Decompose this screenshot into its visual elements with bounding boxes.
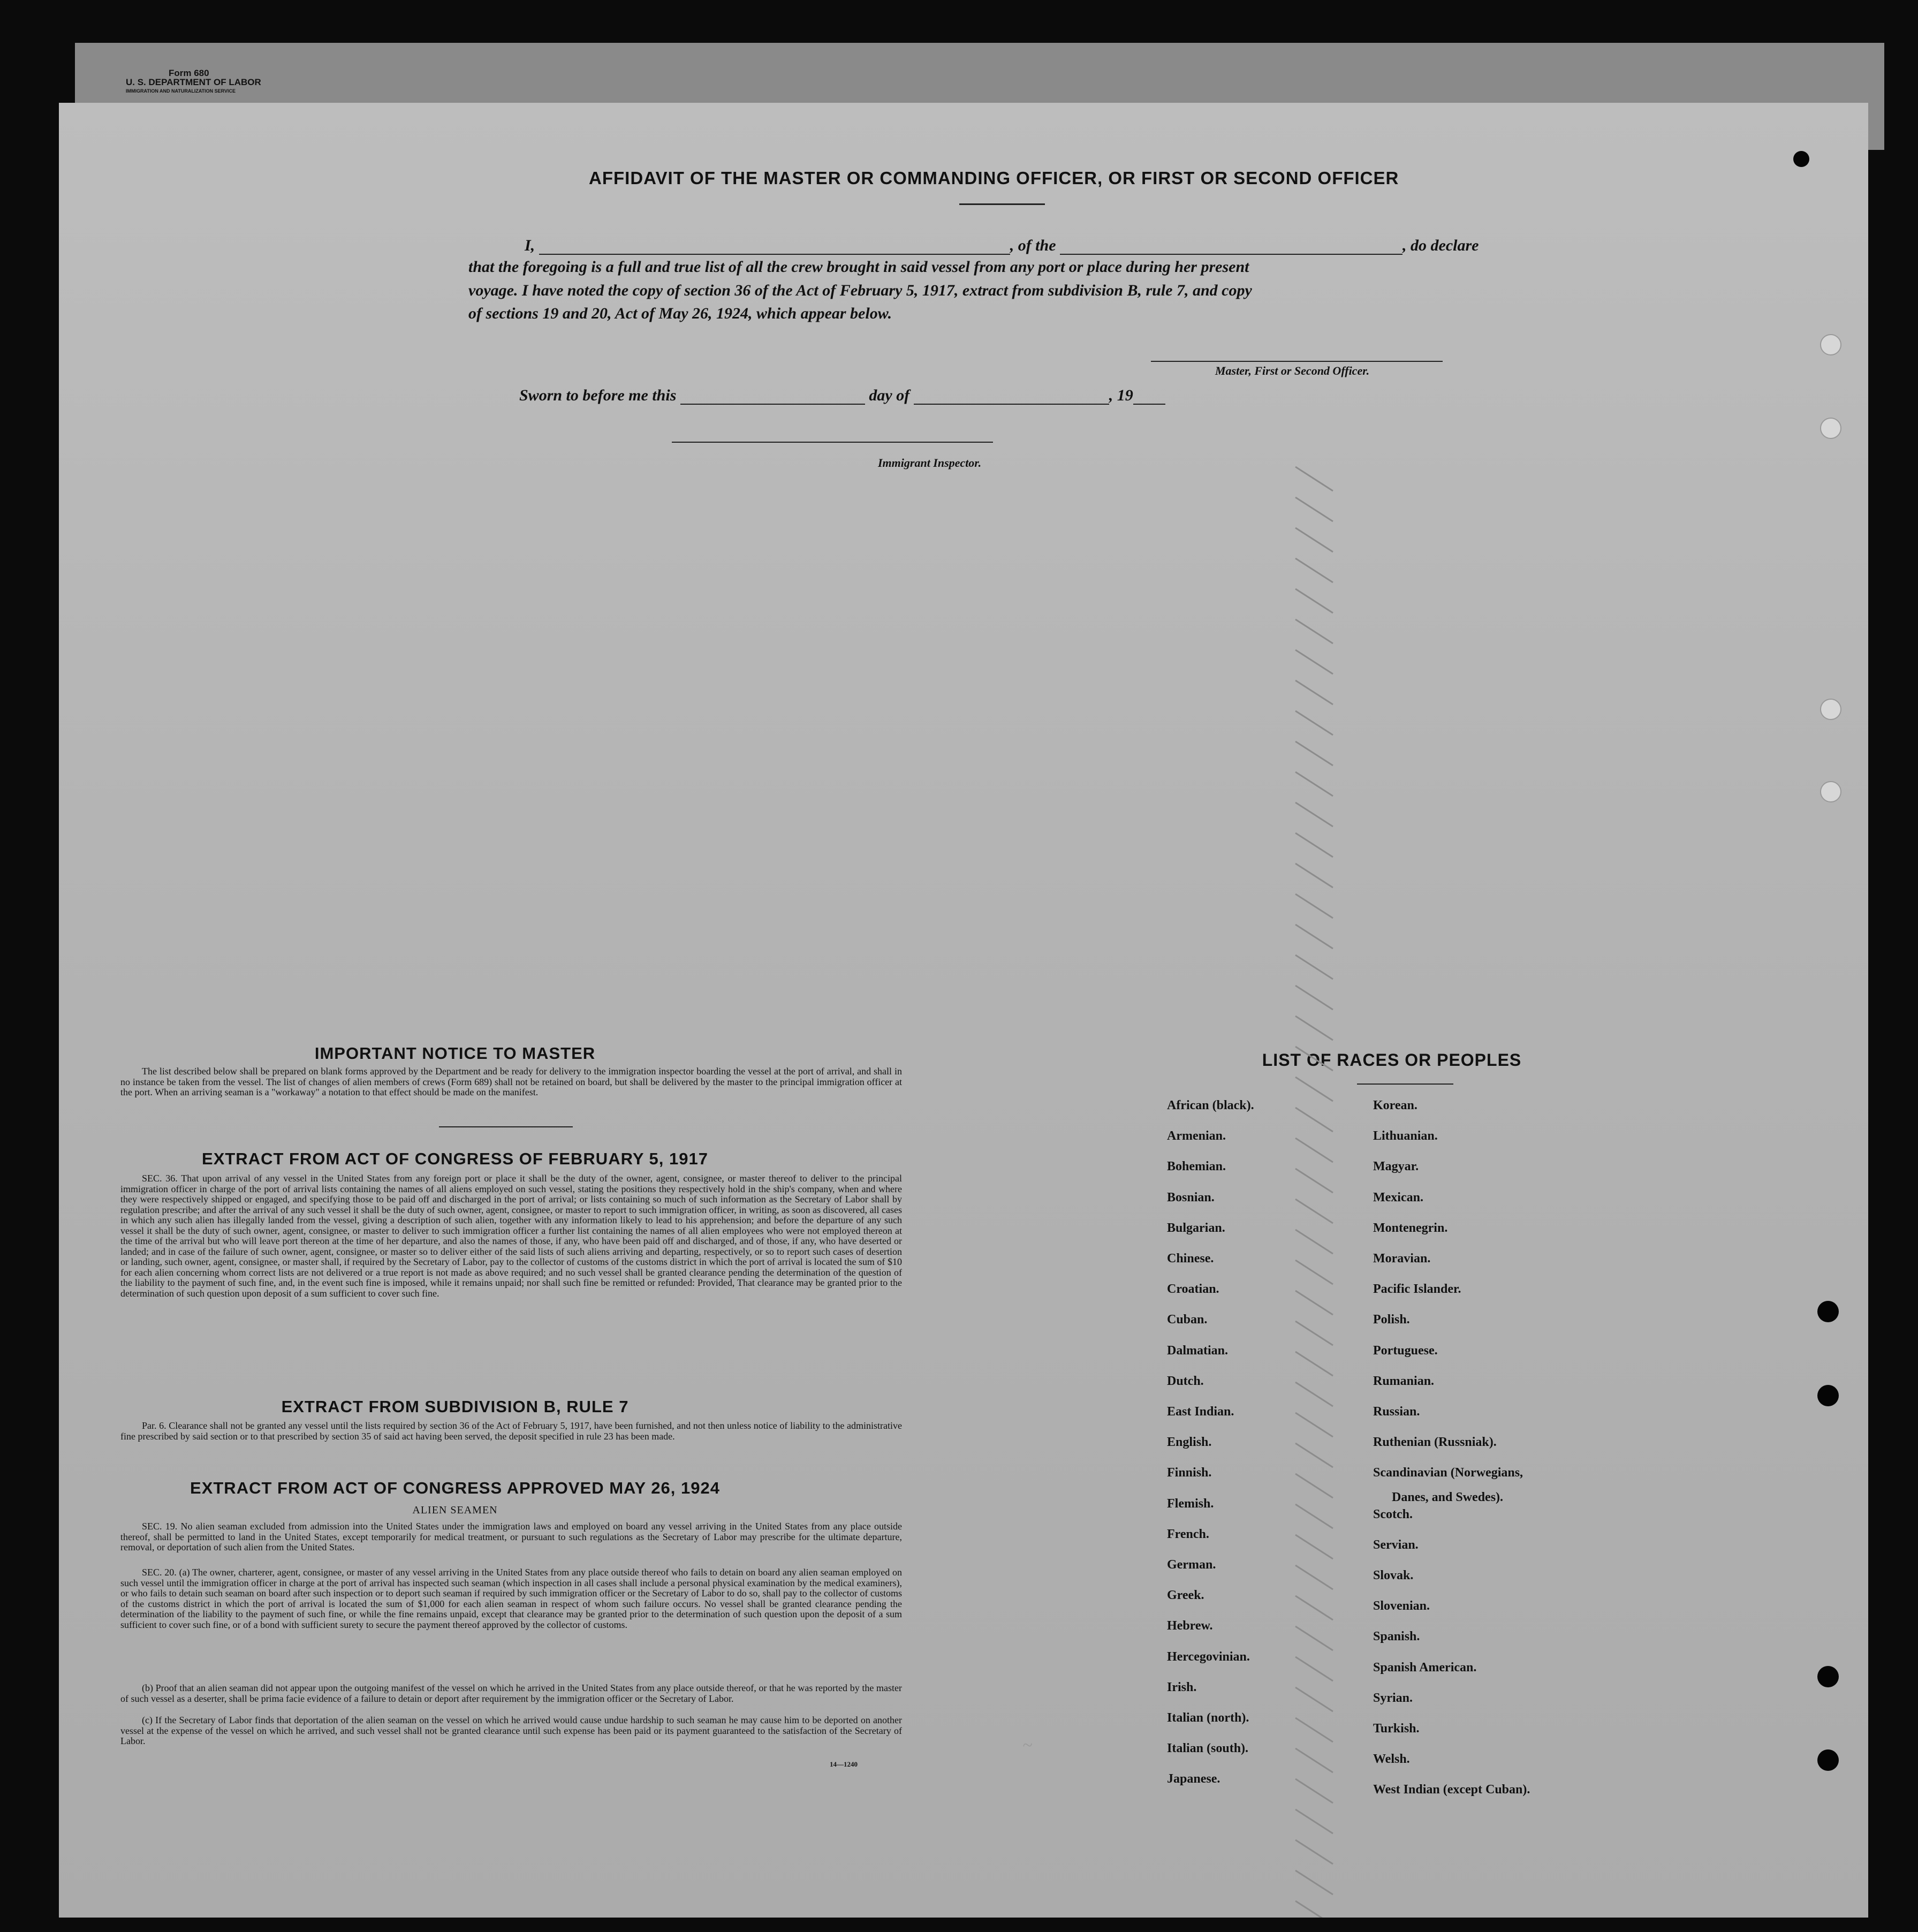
tick-mark xyxy=(1295,772,1333,796)
race-item: Croatian. xyxy=(1167,1282,1219,1297)
race-item: Slovak. xyxy=(1373,1569,1414,1583)
tick-mark xyxy=(1295,925,1333,949)
tick-mark xyxy=(1295,1169,1333,1193)
tick-mark xyxy=(1295,1321,1333,1345)
extract-1924-heading: EXTRACT FROM ACT OF CONGRESS APPROVED MAY 26, 1924 xyxy=(190,1479,720,1497)
print-code: 14—1240 xyxy=(830,1760,858,1768)
ink-blot xyxy=(1793,151,1809,167)
race-item: Spanish. xyxy=(1373,1630,1420,1644)
tick-mark xyxy=(1295,955,1333,979)
tick-mark xyxy=(1295,558,1333,582)
tick-mark xyxy=(1295,1687,1333,1711)
tick-mark xyxy=(1295,1718,1333,1742)
alien-seamen-subheading: ALIEN SEAMEN xyxy=(412,1504,498,1516)
binder-hole xyxy=(1820,418,1841,439)
title-rule xyxy=(959,203,1045,205)
race-item: Cuban. xyxy=(1167,1313,1208,1327)
race-item: Montenegrin. xyxy=(1373,1221,1448,1235)
declarant-name-field[interactable] xyxy=(539,254,1010,255)
affidavit-line-4: of sections 19 and 20, Act of May 26, 1924, which appear below. xyxy=(468,305,892,322)
tick-mark xyxy=(1295,833,1333,857)
tick-mark xyxy=(1295,1596,1333,1620)
tick-mark xyxy=(1295,1901,1333,1918)
tick-mark xyxy=(1295,1260,1333,1284)
section-19-text: SEC. 19. No alien seaman excluded from admission into the United States under the immigration laws and employed on board any vessel arriving in the United States from any place outside thereof, shall be permitted to land in the United States, except temporarily for medical treatment, or pursuant to such regulations as the Secretary of Labor may prescribe for the ultimate departure, removal, or deportation of such alien from the United States. xyxy=(120,1521,902,1552)
race-item: Scandinavian (Norwegians, xyxy=(1373,1466,1523,1480)
race-item: Moravian. xyxy=(1373,1252,1431,1266)
tick-mark xyxy=(1295,1565,1333,1589)
notice-heading: IMPORTANT NOTICE TO MASTER xyxy=(314,1044,596,1063)
race-item: Korean. xyxy=(1373,1098,1417,1112)
underlying-form-header xyxy=(126,69,261,96)
sworn-label: Sworn to before me this xyxy=(519,387,677,404)
tick-mark xyxy=(1295,1077,1333,1101)
race-item: Turkish. xyxy=(1373,1722,1420,1736)
race-item: Japanese. xyxy=(1167,1772,1220,1786)
affidavit-title: AFFIDAVIT OF THE MASTER OR COMMANDING OFFICER, OR FIRST OR SECOND OFFICER xyxy=(589,168,1399,188)
race-item: Irish. xyxy=(1167,1680,1197,1694)
affidavit-line-2: that the foregoing is a full and true list of all the crew brought in said vessel from any port or place during her present xyxy=(468,258,1249,276)
tick-mark xyxy=(1295,711,1333,735)
tick-mark xyxy=(1295,1016,1333,1040)
tick-mark xyxy=(1295,986,1333,1010)
tick-mark xyxy=(1295,1748,1333,1772)
binder-hole xyxy=(1820,699,1841,720)
race-item: African (black). xyxy=(1167,1098,1254,1112)
race-item: Rumanian. xyxy=(1373,1374,1435,1388)
tick-mark xyxy=(1295,650,1333,674)
race-item: Italian (north). xyxy=(1167,1711,1249,1725)
vessel-name-field[interactable] xyxy=(1060,254,1403,255)
race-item: Russian. xyxy=(1373,1405,1420,1419)
tick-mark xyxy=(1295,1504,1333,1528)
race-item: French. xyxy=(1167,1527,1209,1541)
binder-hole xyxy=(1820,781,1841,802)
section-20a-text: SEC. 20. (a) The owner, charterer, agent, consignee, or master of any vessel arriving in the United States from any place outside thereof who fails to detain on board any alien seaman employed on such vessel until the immigration officer in charge at the port of arrival has inspected such seaman (which inspection in all cases shall include a personal physical examination by the medical examiners), or who fails to detain such seaman on board after such inspection or to deport such seaman if required by such immigration officer or the Secretary of Labor to do so, shall pay to the collector of customs of the customs district in which the port of arrival is located the sum of $1,000 for each alien seaman in respect of whom such failure occurs. No vessel shall be granted clearance pending the determination of the liability to the payment of such fine, or while the fine remains unpaid, except that clearance may be granted prior to the determination of such question upon the deposit of a sum sufficient to cover such fine, or of a bond with sufficient surety to secure the payment thereof approved by the collector of customs. xyxy=(120,1567,902,1630)
binder-hole xyxy=(1817,1749,1839,1771)
tick-mark xyxy=(1295,467,1333,491)
race-item: Danes, and Swedes). xyxy=(1392,1490,1504,1505)
form-number: Form 680 xyxy=(169,68,209,78)
tick-mark xyxy=(1295,863,1333,888)
department-name: U. S. DEPARTMENT OF LABOR xyxy=(126,77,261,87)
sworn-day-field[interactable] xyxy=(680,404,865,405)
notice-body: The list described below shall be prepared on blank forms approved by the Department and be ready for delivery to the immigration inspector boarding the vessel at the port of arrival, and shall in no instance be taken from the vessel. The list of changes of alien members of crews (Form 689) shall not be retained on board, but shall be delivered by the master to the principal immigration officer at the port. When an arriving seaman is a "workaway" a notation to that effect should be made on the manifest. xyxy=(120,1066,902,1097)
race-item: Armenian. xyxy=(1167,1129,1226,1143)
race-item: English. xyxy=(1167,1435,1212,1450)
sworn-month-field[interactable] xyxy=(914,404,1109,405)
master-signature-caption: Master, First or Second Officer. xyxy=(1215,364,1370,377)
affidavit-line-1 xyxy=(468,237,1539,255)
tick-mark xyxy=(1295,894,1333,918)
tick-mark xyxy=(1295,1382,1333,1406)
binder-hole xyxy=(1817,1301,1839,1322)
extract-1917-heading: EXTRACT FROM ACT OF CONGRESS OF FEBRUARY 5, 1917 xyxy=(202,1149,708,1168)
race-item: Hercegovinian. xyxy=(1167,1649,1250,1664)
race-item: Slovenian. xyxy=(1373,1599,1430,1613)
tick-mark xyxy=(1295,1779,1333,1803)
extract-rule7-body: Par. 6. Clearance shall not be granted any vessel until the lists required by section 36 of the Act of February 5, 1917, have been furnished, and not then unless notice of liability to the administrative fine prescribed by said section or to that prescribed by section 35 of said act having been served, the deposit specified in rule 23 has been made. xyxy=(120,1420,902,1442)
extract-rule7-heading: EXTRACT FROM SUBDIVISION B, RULE 7 xyxy=(281,1397,629,1416)
tick-mark xyxy=(1295,680,1333,704)
race-item: Flemish. xyxy=(1167,1496,1214,1511)
day-of-label: day of xyxy=(869,387,910,404)
tick-mark xyxy=(1295,1291,1333,1315)
race-item: Lithuanian. xyxy=(1373,1129,1438,1143)
race-item: Welsh. xyxy=(1373,1752,1410,1767)
race-item: Polish. xyxy=(1373,1313,1410,1327)
service-name: IMMIGRATION AND NATURALIZATION SERVICE xyxy=(126,88,236,94)
tick-mark xyxy=(1295,1870,1333,1895)
tick-mark xyxy=(1295,1474,1333,1498)
inspector-signature-line[interactable] xyxy=(672,442,993,443)
tick-mark xyxy=(1295,741,1333,766)
tick-mark xyxy=(1295,497,1333,521)
race-item: Mexican. xyxy=(1373,1190,1423,1204)
tick-marks xyxy=(1274,451,1381,1918)
form-page xyxy=(59,103,1868,1918)
tick-mark xyxy=(1295,1108,1333,1132)
year-prefix: , 19 xyxy=(1109,387,1133,404)
tick-mark xyxy=(1295,1535,1333,1559)
race-item: Finnish. xyxy=(1167,1466,1212,1480)
tick-mark xyxy=(1295,802,1333,827)
binder-hole xyxy=(1817,1666,1839,1687)
race-item: Bulgarian. xyxy=(1167,1221,1225,1235)
sworn-year-field[interactable] xyxy=(1133,404,1165,405)
section-20c-text: (c) If the Secretary of Labor finds that deportation of the alien seaman on the vessel on which he arrived would cause undue hardship to such seaman he may cause him to be deported on another vessel at the expense of the vessel on which he arrived, and such vessel shall not be granted clearance until such expense has been paid or its payment guaranteed to the satisfaction of the Secretary of Labor. xyxy=(120,1715,902,1746)
race-item: Syrian. xyxy=(1373,1691,1413,1705)
tick-mark xyxy=(1295,1626,1333,1650)
master-signature-line[interactable] xyxy=(1151,361,1443,362)
race-item: Italian (south). xyxy=(1167,1741,1249,1756)
race-item: Ruthenian (Russniak). xyxy=(1373,1435,1497,1450)
race-item: Hebrew. xyxy=(1167,1619,1213,1633)
of-the-label: , of the xyxy=(1010,237,1056,254)
tick-mark xyxy=(1295,1809,1333,1833)
do-declare-label: , do declare xyxy=(1403,237,1479,254)
race-item: Greek. xyxy=(1167,1588,1204,1603)
race-item: Servian. xyxy=(1373,1537,1419,1552)
race-item: Chinese. xyxy=(1167,1252,1214,1266)
races-heading: LIST OF RACES OR PEOPLES xyxy=(1262,1050,1522,1070)
extract-1917-body: SEC. 36. That upon arrival of any vessel in the United States from any foreign port or place it shall be the duty of the owner, agent, consignee, or master thereof to deliver to the principal immigration officer in charge of the port of arrival lists containing the names of all aliens employed on such vessel, stating the positions they respectively hold in the ship's company, when and where they were respectively shipped or engaged, and specifying those to be paid off and discharged in the port of arrival; or lists containing so much of such information as the Secretary of Labor shall by regulation prescribe; and after the arrival of any such vessel it shall be the duty of such owner, agent, consignee, or master to report to such immigration officer, in writing, as soon as discovered, all cases in which any such alien has illegally landed from the vessel, giving a description of such alien, together with any information likely to lead to his apprehension; and before the departure of any such vessel it shall be the duty of such owner, agent, consignee, or master to deliver to such immigration officer a further list containing the names of all alien employees who were not employed thereon at the time of the arrival but who will leave port thereon at the time of her departure, and also the names of those, if any, who have been paid off and discharged, and of those, if any, who have deserted or landed; and in case of the failure of such owner, agent, consignee, or master so to deliver either of the said lists of such aliens arriving and departing, respectively, or so to report such cases of desertion or landing, such owner, agent, consignee, or master shall, if required by the Secretary of Labor, pay to the collector of customs of the customs district in which the port of arrival is located the sum of $10 for each alien concerning whom correct lists are not delivered or a true report is not made as above required; and no such vessel shall be granted clearance pending the determination of the question of the liability to the payment of such fine, and, in the event such fine is imposed, while it remains unpaid; nor shall such fine be remitted or refunded: Provided, That clearance may be granted prior to the determination of such question upon deposit of a sum sufficient to cover such fine. xyxy=(120,1173,902,1299)
race-item: Bohemian. xyxy=(1167,1160,1226,1174)
tick-mark xyxy=(1295,528,1333,552)
race-item: Magyar. xyxy=(1373,1160,1419,1174)
race-item: Dutch. xyxy=(1167,1374,1204,1388)
tick-mark xyxy=(1295,1230,1333,1254)
affidavit-line-3: voyage. I have noted the copy of section 36 of the Act of February 5, 1917, extract from subdivision B, rule 7, and copy xyxy=(468,282,1252,299)
tick-mark xyxy=(1295,1199,1333,1223)
tick-mark xyxy=(1295,1840,1333,1864)
tick-mark xyxy=(1295,1352,1333,1376)
tick-mark xyxy=(1295,589,1333,613)
race-item: Portuguese. xyxy=(1373,1343,1438,1358)
tick-mark xyxy=(1295,1413,1333,1437)
binder-hole xyxy=(1817,1385,1839,1406)
race-item: Pacific Islander. xyxy=(1373,1282,1461,1297)
race-item: Bosnian. xyxy=(1167,1190,1215,1204)
tick-mark xyxy=(1295,1657,1333,1681)
tick-mark xyxy=(1295,619,1333,643)
tick-mark xyxy=(1295,1443,1333,1467)
race-item: German. xyxy=(1167,1558,1216,1572)
binder-hole xyxy=(1820,334,1841,355)
race-item: Spanish American. xyxy=(1373,1660,1477,1675)
faint-signature: ~ xyxy=(1022,1736,1033,1755)
race-item: Dalmatian. xyxy=(1167,1343,1228,1358)
race-item: West Indian (except Cuban). xyxy=(1373,1783,1530,1797)
notice-rule xyxy=(439,1126,573,1127)
tick-mark xyxy=(1295,1047,1333,1071)
inspector-signature-caption: Immigrant Inspector. xyxy=(878,456,982,469)
declarant-prefix: I, xyxy=(525,237,535,254)
section-20b-text: (b) Proof that an alien seaman did not appear upon the outgoing manifest of the vessel on which he arrived in the United States from any place outside thereof, or that he was reported by the master of such vessel as a deserter, shall be prima facie evidence of a failure to detain or deport after requirement by the immigration officer or the Secretary of Labor. xyxy=(120,1683,902,1704)
sworn-line xyxy=(519,387,1165,405)
race-item: Scotch. xyxy=(1373,1507,1413,1521)
tick-mark xyxy=(1295,1138,1333,1162)
race-item: East Indian. xyxy=(1167,1405,1234,1419)
